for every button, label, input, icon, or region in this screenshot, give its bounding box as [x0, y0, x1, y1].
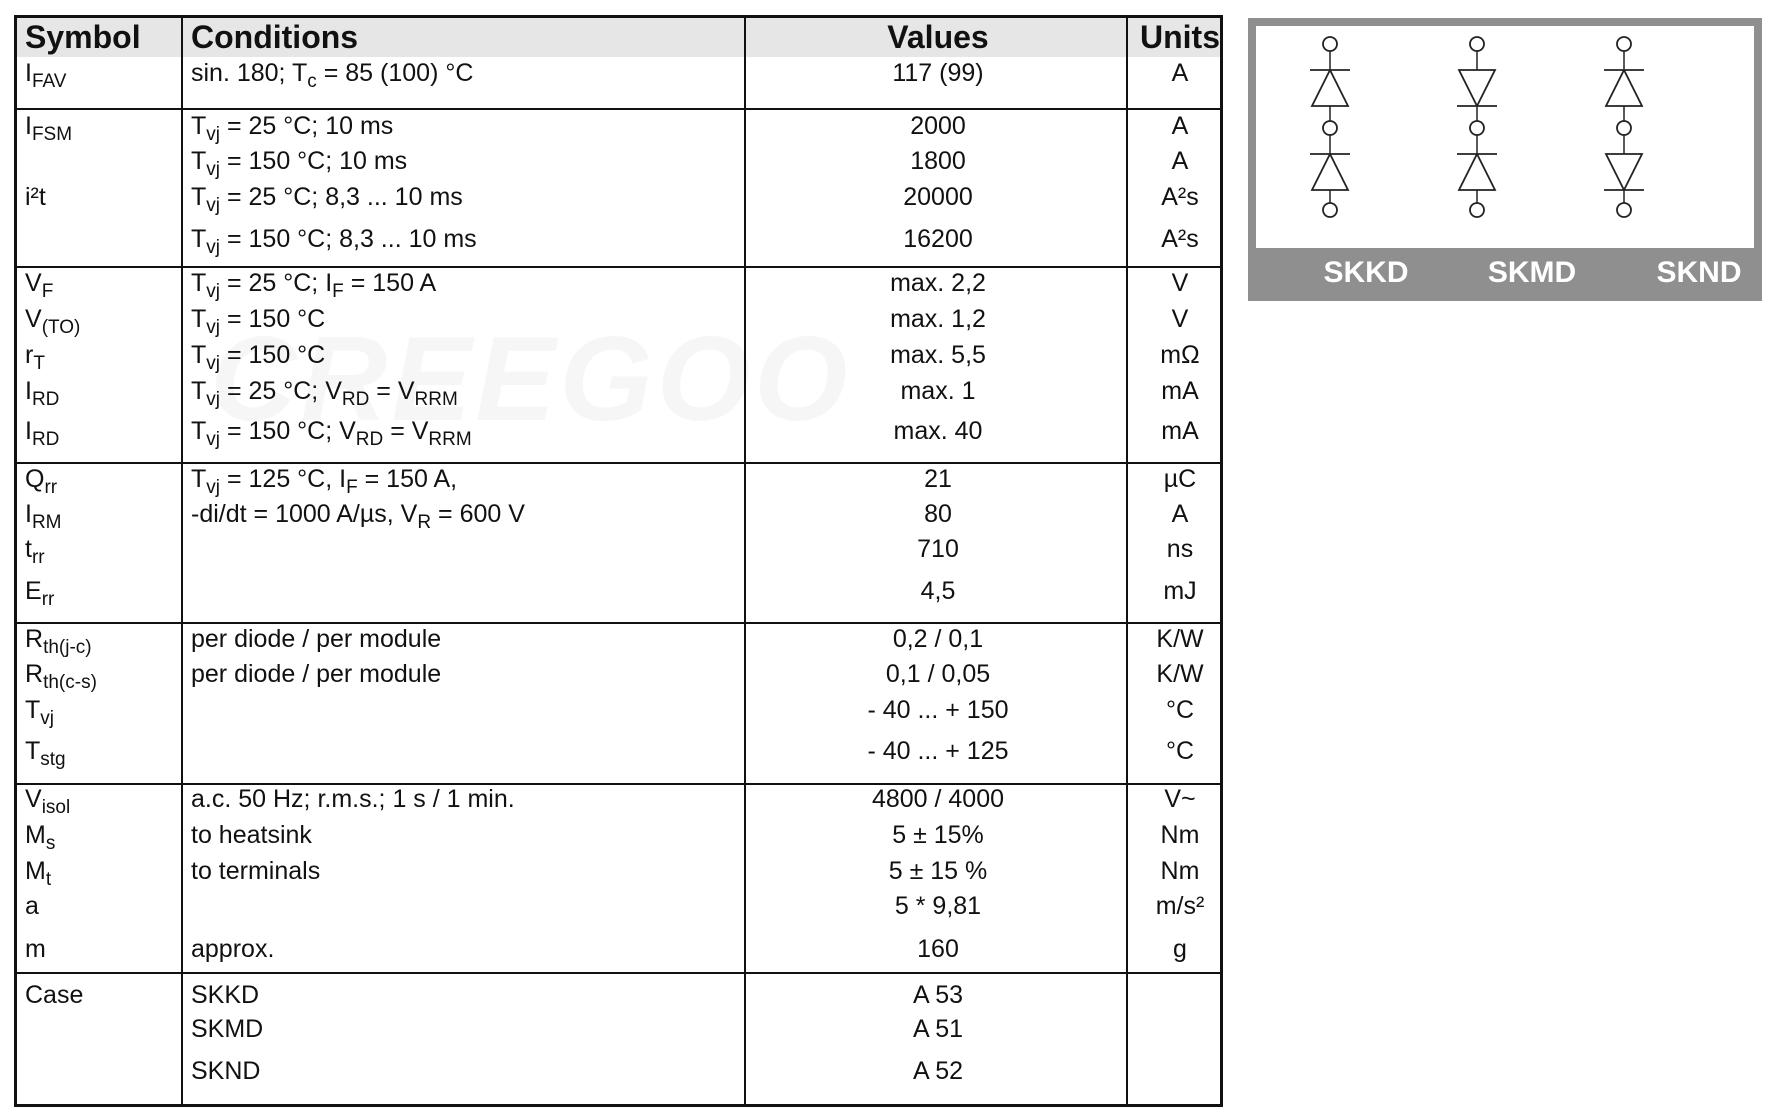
value-cell: max. 1 — [900, 377, 976, 405]
row-group-divider — [17, 108, 1220, 110]
terminal-icon — [1617, 121, 1631, 135]
value-cell: 117 (99) — [892, 59, 984, 87]
condition-cell: $T_{vj} = 150$ °C; $V_{RD} = V_{RRM}$ — [191, 417, 472, 450]
condition-cell: $T_{vj} = 25$ °C; $I_F = 150$ A — [191, 269, 437, 302]
header-symbol: Symbol — [25, 19, 141, 55]
value-cell: 1800 — [910, 147, 966, 175]
row-group-divider — [17, 462, 1220, 464]
symbol-cell: $M_t$ — [25, 857, 52, 890]
terminal-icon — [1617, 37, 1631, 51]
unit-cell: Nm — [1160, 821, 1200, 849]
unit-cell: µC — [1163, 465, 1197, 493]
symbol-cell: $Q_{rr}$ — [25, 465, 58, 498]
symbol-cell: $R_{th(j-c)}$ — [25, 625, 92, 658]
value-cell: 2000 — [910, 112, 966, 140]
value-cell: 710 — [917, 535, 959, 563]
terminal-icon — [1323, 37, 1337, 51]
circuit-schematic-panel — [1248, 18, 1762, 301]
value-cell: 4,5 — [920, 577, 956, 605]
parameter-table — [14, 15, 1223, 1107]
symbol-cell: a — [25, 892, 39, 920]
diode-symbols — [1256, 26, 1754, 248]
symbol-cell: $M_s$ — [25, 821, 56, 854]
value-cell: - 40 ... + 125 — [867, 737, 1009, 765]
value-cell: 0,2 / 0,1 — [892, 625, 984, 653]
unit-cell: g — [1173, 935, 1187, 963]
unit-cell: m/s² — [1155, 892, 1205, 920]
diode-icon — [1606, 70, 1642, 106]
unit-cell: mΩ — [1160, 341, 1200, 369]
symbol-cell: Case — [25, 981, 84, 1009]
unit-cell: A²s — [1161, 225, 1199, 253]
condition-cell: $T_{vj} = 150$ °C; 10 ms — [191, 147, 408, 180]
symbol-cell: $R_{th(c-s)}$ — [25, 660, 97, 693]
watermark — [210, 310, 851, 448]
unit-cell: mJ — [1163, 577, 1197, 605]
value-cell: A 52 — [912, 1057, 964, 1085]
terminal-icon — [1323, 121, 1337, 135]
symbol-cell: $V_F$ — [25, 269, 54, 302]
value-cell: max. 40 — [893, 417, 983, 445]
condition-cell: a.c. 50 Hz; r.m.s.; 1 s / 1 min. — [191, 785, 515, 813]
condition-cell: SKKD — [191, 981, 260, 1009]
diode-pair-sknd — [1604, 37, 1644, 217]
symbol-cell: $I_{RD}$ — [25, 417, 60, 450]
terminal-icon — [1470, 37, 1484, 51]
unit-cell: °C — [1165, 737, 1195, 765]
schematic-drawing-area — [1256, 26, 1754, 248]
unit-cell: A²s — [1161, 183, 1199, 211]
value-cell: 4800 / 4000 — [871, 785, 1005, 813]
row-group-divider — [17, 266, 1220, 268]
condition-cell: $T_{vj} = 125$ °C, $I_F = 150$ A, — [191, 465, 458, 498]
row-group-divider — [17, 972, 1220, 974]
value-cell: A 51 — [912, 1015, 964, 1043]
condition-cell: $T_{vj} = 25$ °C; $V_{RD} = V_{RRM}$ — [191, 377, 458, 410]
condition-cell: per diode / per module — [191, 660, 442, 688]
value-cell: max. 2,2 — [890, 269, 986, 297]
value-cell: - 40 ... + 150 — [867, 696, 1009, 724]
diode-icon — [1312, 70, 1348, 106]
symbol-cell: m — [25, 935, 46, 963]
condition-cell: per diode / per module — [191, 625, 442, 653]
value-cell: A 53 — [912, 981, 964, 1009]
variant-label-skkd: SKKD — [1323, 256, 1409, 289]
unit-cell: K/W — [1156, 660, 1204, 688]
terminal-icon — [1470, 203, 1484, 217]
condition-cell: sin. 180; $T_c = 85$ (100) °C — [191, 59, 474, 92]
value-cell: 0,1 / 0,05 — [885, 660, 991, 688]
value-cell: 160 — [917, 935, 959, 963]
condition-cell: -di/dt = 1000 A/µs, $V_R = 600$ V — [191, 500, 525, 533]
condition-cell: $T_{vj} = 25$ °C; 10 ms — [191, 112, 394, 145]
diode-pair-skkd — [1310, 37, 1350, 217]
terminal-icon — [1470, 121, 1484, 135]
unit-cell: mA — [1161, 377, 1199, 405]
terminal-icon — [1617, 203, 1631, 217]
symbol-cell: $V_{(TO)}$ — [25, 305, 81, 338]
value-cell: 20000 — [903, 183, 973, 211]
condition-cell: $T_{vj} = 150$ °C; 8,3 ... 10 ms — [191, 225, 477, 258]
condition-cell: SKMD — [191, 1015, 264, 1043]
variant-label-skmd: SKMD — [1487, 256, 1577, 289]
value-cell: 21 — [924, 465, 952, 493]
unit-cell: A — [1171, 112, 1189, 140]
header-conditions: Conditions — [191, 19, 359, 55]
condition-cell: $T_{vj} = 25$ °C; 8,3 ... 10 ms — [191, 183, 463, 216]
terminal-icon — [1323, 203, 1337, 217]
unit-cell: K/W — [1156, 625, 1204, 653]
condition-cell: $T_{vj} = 150$ °C — [191, 305, 326, 338]
condition-cell: to heatsink — [191, 821, 312, 849]
unit-cell: A — [1171, 147, 1189, 175]
unit-cell: ns — [1166, 535, 1194, 563]
value-cell: 5 ± 15 % — [888, 857, 988, 885]
condition-cell: to terminals — [191, 857, 321, 885]
condition-cell: $T_{vj} = 150$ °C — [191, 341, 326, 374]
unit-cell: V — [1171, 305, 1189, 333]
diode-icon — [1312, 154, 1348, 190]
value-cell: max. 5,5 — [890, 341, 986, 369]
symbol-cell: i²t — [25, 183, 46, 211]
value-cell: 16200 — [903, 225, 973, 253]
symbol-cell: $T_{vj}$ — [25, 696, 55, 729]
header-units: Units — [1140, 19, 1220, 55]
symbol-cell: $V_{isol}$ — [25, 785, 71, 818]
diode-icon — [1459, 154, 1495, 190]
symbol-cell: $E_{rr}$ — [25, 577, 55, 610]
symbol-cell: $I_{FAV}$ — [25, 59, 67, 92]
variant-label-sknd: SKND — [1656, 256, 1742, 289]
unit-cell: °C — [1165, 696, 1195, 724]
condition-cell: SKND — [191, 1057, 261, 1085]
unit-cell: mA — [1161, 417, 1199, 445]
value-cell: 80 — [924, 500, 952, 528]
symbol-cell: $I_{RD}$ — [25, 377, 60, 410]
diode-icon — [1459, 70, 1495, 106]
value-cell: max. 1,2 — [890, 305, 986, 333]
header-values: Values — [887, 19, 989, 55]
unit-cell: Nm — [1160, 857, 1200, 885]
value-cell: 5 * 9,81 — [894, 892, 982, 920]
diode-icon — [1606, 154, 1642, 190]
unit-cell: A — [1171, 500, 1189, 528]
condition-cell: approx. — [191, 935, 275, 963]
diode-pair-skmd — [1457, 37, 1497, 217]
unit-cell: V~ — [1164, 785, 1196, 813]
unit-cell: A — [1171, 59, 1189, 87]
symbol-cell: $r_T$ — [25, 341, 45, 374]
symbol-cell: $T_{stg}$ — [25, 737, 66, 770]
unit-cell: V — [1171, 269, 1189, 297]
symbol-cell: $I_{FSM}$ — [25, 112, 73, 145]
symbol-cell: $t_{rr}$ — [25, 535, 45, 568]
value-cell: 5 ± 15% — [892, 821, 984, 849]
row-group-divider — [17, 783, 1220, 785]
symbol-cell: $I_{RM}$ — [25, 500, 62, 533]
row-group-divider — [17, 622, 1220, 624]
